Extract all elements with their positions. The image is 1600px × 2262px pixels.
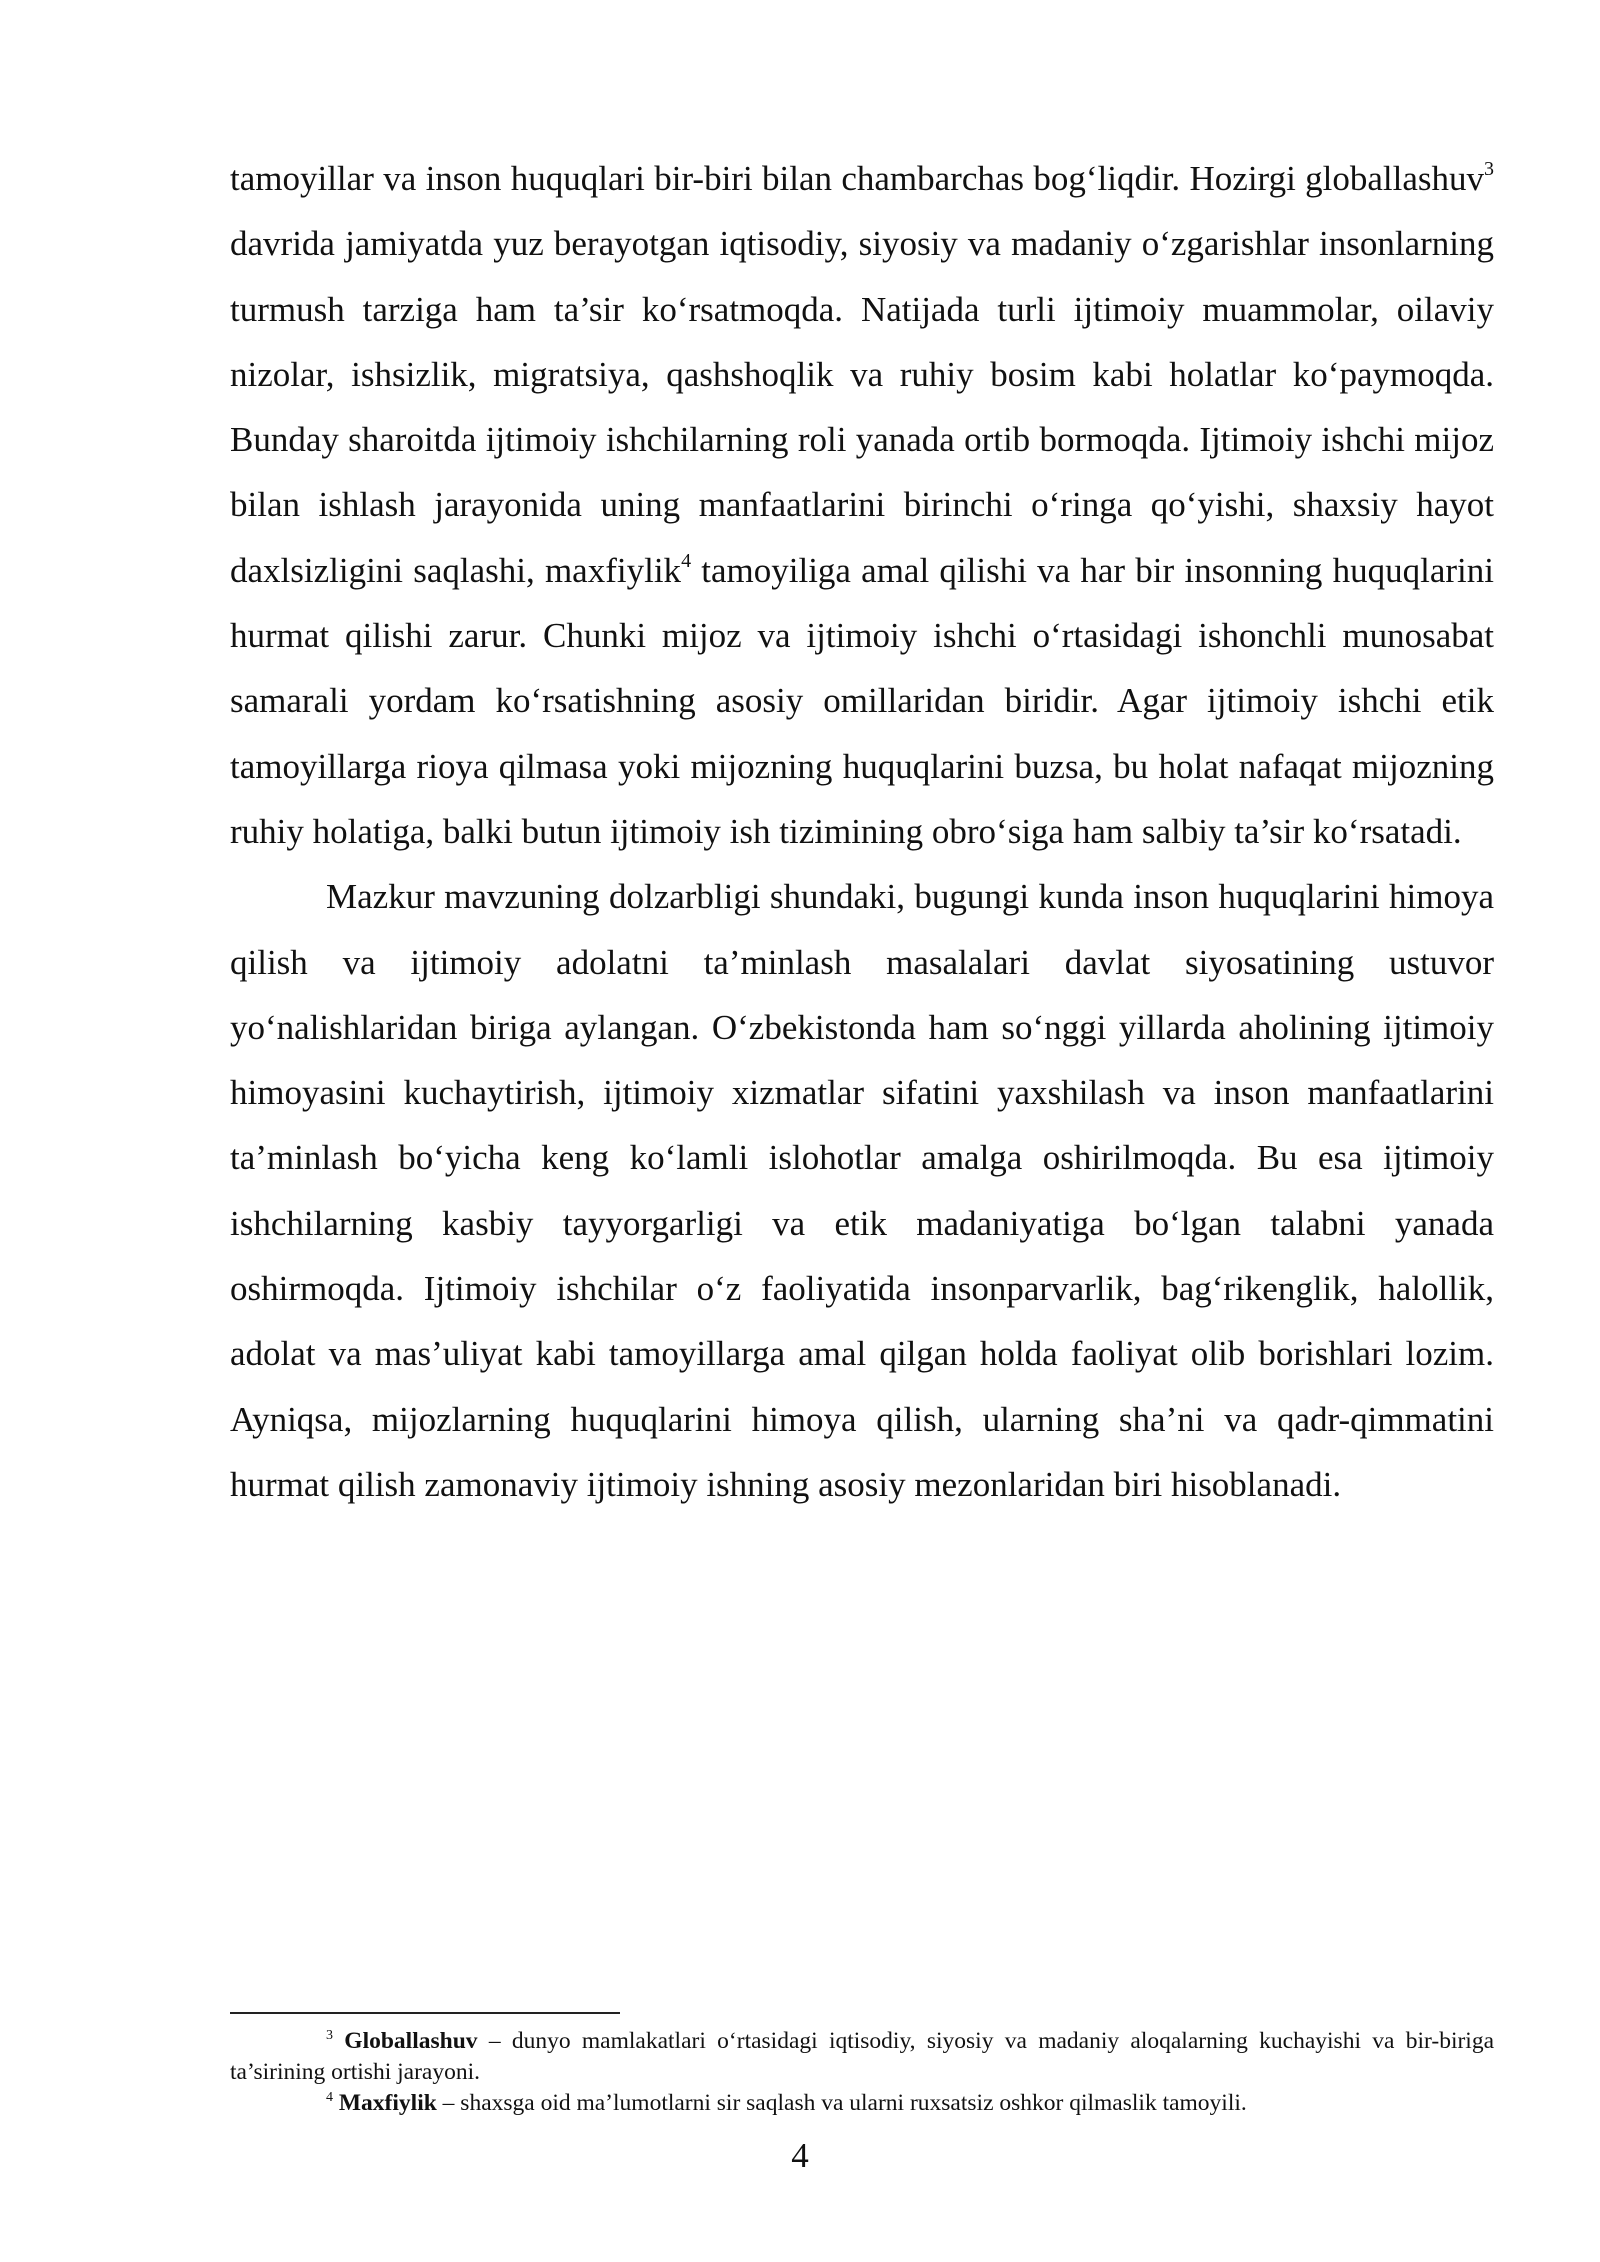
footnote-separator [230,2012,620,2014]
paragraph-1-text-c: tamoyiliga amal qilishi va har bir insonning huquqlarini hurmat qilishi zarur. Chunki mijoz va ijtimoiy ishchi o‘rtasidagi ishonchli munosabat samarali yordam ko‘rsatishning asosiy omillaridan biridir. Agar ijtimoiy ishchi etik tamoyillarga rioya qilmasa yoki mijozning huquqlarini buzsa, bu holat nafaqat mijozning ruhiy holatiga, balki butun ijtimoiy ish tizimining obro‘siga ham salbiy ta’sir ko‘rsatadi. [230,550,1494,851]
footnote-3 [230,2026,1494,2088]
footnote-number: 3 [326,2028,333,2044]
footnote-text: – dunyo mamlakatlari o‘rtasidagi iqtisodiy, siyosiy va madaniy aloqalarning kuchayishi va bir-biriga ta’sirining ortishi jarayoni. [230,2028,1495,2085]
footnote-term: Globallashuv [344,2028,478,2054]
footnote-term: Maxfiylik [338,2090,437,2116]
footnote-ref-3[interactable]: 3 [1484,158,1494,181]
footnote-number: 4 [326,2090,333,2106]
footnote-text: – shaxsga oid ma’lumotlarni sir saqlash va ularni ruxsatsiz oshkor qilmaslik tamoyili. [436,2090,1247,2116]
paragraph-1-text-b: davrida jamiyatda yuz berayotgan iqtisodiy, siyosiy va madaniy o‘zgarishlar insonlarning turmush tarziga ham ta’sir ko‘rsatmoqda. Natijada turli ijtimoiy muammolar, oilaviy nizolar, ishsizlik, migratsiya, qashshoqlik va ruhiy bosim kabi holatlar ko‘paymoqda. Bunday sharoitda ijtimoiy ishchilarning roli yanada ortib bormoqda. Ijtimoiy ishchi mijoz bilan ishlash jarayonida uning manfaatlarini birinchi o‘ringa qo‘yishi, shaxsiy hayot daxlsizligini saqlashi, maxfiylik [230,224,1494,590]
footnote-4 [230,2088,1494,2119]
body-text [230,146,1494,1517]
paragraph-2: Mazkur mavzuning dolzarbligi shundaki, bugungi kunda inson huquqlarini himoya qilish va ijtimoiy adolatni ta’minlash masalalari davlat siyosatining ustuvor yo‘nalishlaridan biriga aylangan. O‘zbekistonda ham so‘nggi yillarda aholining ijtimoiy himoyasini kuchaytirish, ijtimoiy xizmatlar sifatini yaxshilash va inson manfaatlarini ta’minlash bo‘yicha keng ko‘lamli islohotlar amalga oshirilmoqda. Bu esa ijtimoiy ishchilarning kasbiy tayyorgarligi va etik madaniyatiga bo‘lgan talabni yanada oshirmoqda. Ijtimoiy ishchilar o‘z faoliyatida insonparvarlik, bag‘rikenglik, halollik, adolat va mas’uliyat kabi tamoyillarga amal qilgan holda faoliyat olib borishlari lozim. Ayniqsa, mijozlarning huquqlarini himoya qilish, ularning sha’ni va qadr-qimmatini hurmat qilish zamonaviy ijtimoiy ishning asosiy mezonlaridan biri hisoblanadi. [230,877,1494,1504]
page-number: 4 [791,2136,809,2175]
paragraph-1 [230,146,1494,864]
footnote-ref-4[interactable]: 4 [681,550,692,573]
footnotes [230,2026,1494,2119]
paragraph-1-text-a: tamoyillar va inson huquqlari bir-biri bilan chambarchas bog‘liqdir. Hozirgi globallashuv [230,159,1484,198]
